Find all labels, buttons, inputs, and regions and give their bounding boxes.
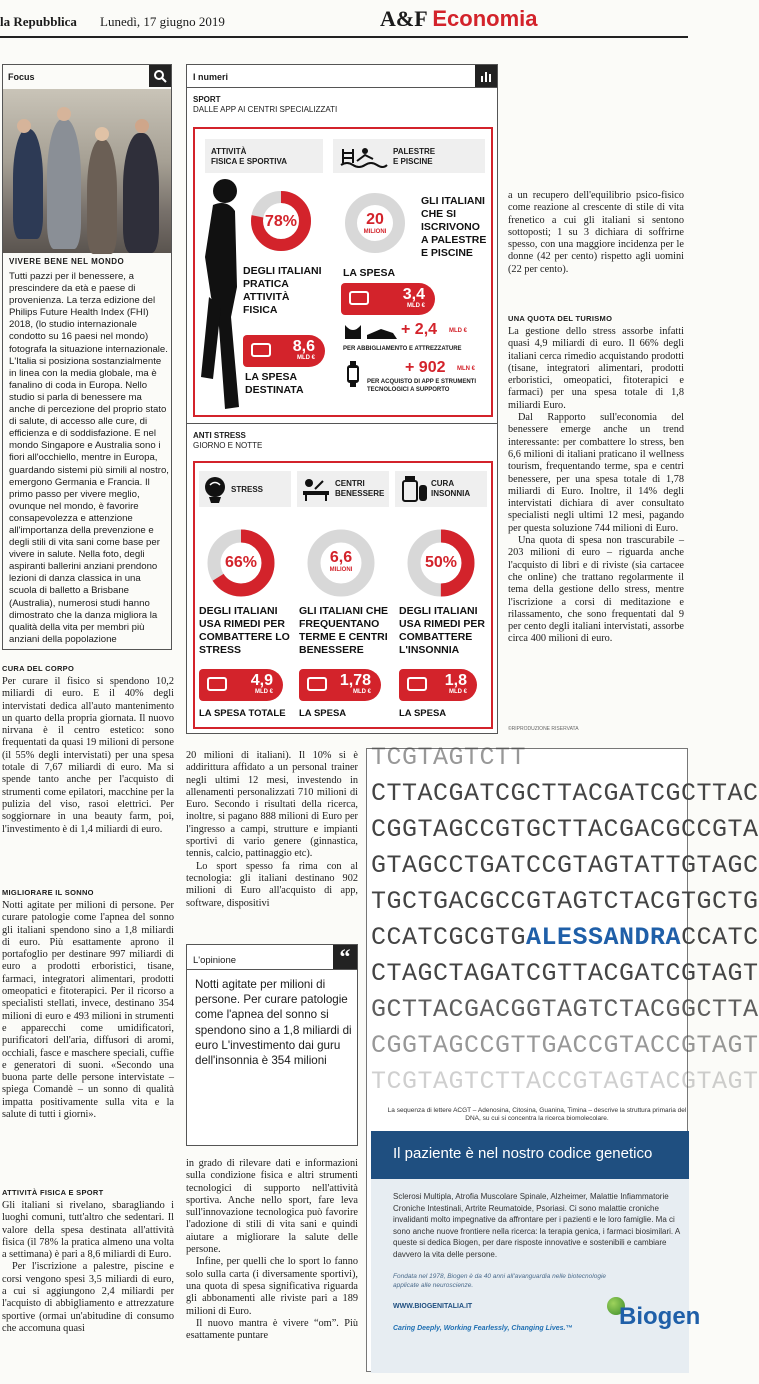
ad-tagline: Caring Deeply, Working Fearlessly, Changing Lives.™	[393, 1325, 573, 1332]
opinion-box	[186, 944, 358, 1146]
palestre-amount: 3,4	[402, 286, 425, 303]
article-paragraph: Per l'iscrizione a palestre, piscine e corsi vengono spesi 3,5 miliardi di euro, a cui si aggiungono 2,4 miliardi per l'acquisto di abbigliamento e attrezzature sportive (ormai un'abitudine di consumo che accomuna quasi	[2, 1261, 174, 1334]
antistress-title: ANTI STRESS	[193, 431, 246, 440]
article-paragraph: Gli italiani si rivelano, sbaragliando i luoghi comuni, tutt'altro che sedentari. Il valore della spesa destinata all'attività fisica (il 78% la pratica almeno una volta a settimana) è pari a 8,6 miliardi di Euro.	[2, 1200, 174, 1261]
sport-subtitle: DALLE APP AI CENTRI SPECIALIZZATI	[193, 105, 338, 114]
sport-title: SPORT	[193, 95, 221, 104]
insonnia-caption: DEGLI ITALIANI USA RIMEDI PER COMBATTERE L'INSONNIA	[399, 605, 485, 656]
centri-amount-pill	[299, 669, 381, 701]
insonnia-amount-pill	[399, 669, 477, 701]
focus-text: Tutti pazzi per il benessere, a prescindere da età e paese di provenienza. La terza edizione del Philips Future Health Index (FHI) 2018, (lo studio internazionale condotto su 16 paesi nel mondo) fotografa la situazione internazionale. L'Italia si posiziona sostanzialmente in linea con la media globale, ma è fanalino di coda in Europa. Nello studio si parla di benessere ma anche di percezione del proprio stato di salute, di accesso alle cure, di efficienza e di soddisfazione. E nel mondo Singapore e Australia sono i fiori all'occhiello, mentre in Europa, guardando sistemi più simili al nostro, emergono Germania e Francia. Il primo passo per vivere meglio, ovunque nel mondo, è favorire consapevolezza e attenzione all'importanza della prevenzione e degli stili di vita sani come base per vivere in salute. Nella foto, degli aspiranti ballerini anziani prendono lezioni di danza classica in una scuola di balletto a Brisbane (Australia), numerosi studi hanno dimostrato che la danza migliora la qualità della vita per membri più anziani della popolazione	[9, 271, 169, 645]
numbers-title: I numeri	[193, 72, 229, 82]
copyright-note: ©RIPRODUZIONE RISERVATA	[508, 726, 579, 732]
opinion-text: Notti agitate per milioni di persone. Per curare patologie come l'apnea del sonno si spendono sino a 1,8 miliardi di euro L'investimento dai guru dell'insonnia è 354 milioni	[195, 978, 352, 1068]
stress-amount-label: LA SPESA TOTALE	[199, 708, 286, 719]
dna-line: CTTACGATCGCTTACGATCGCTTAC	[371, 779, 759, 808]
newspaper-name: la Repubblica	[0, 14, 77, 29]
centri-caption: GLI ITALIANI CHE FREQUENTANO TERME E CENTRI BENESSERE	[299, 605, 389, 656]
page-date: Lunedì, 17 giugno 2019	[100, 14, 225, 29]
ad-founded-note: Fondata nel 1978, Biogen è da 40 anni all'avanguardia nelle biotecnologie applicate alle neuroscienze.	[393, 1273, 607, 1289]
focus-title: Focus	[8, 72, 35, 82]
insonnia-label-1: CURA	[431, 479, 455, 488]
biogen-advertisement[interactable]	[366, 743, 759, 1372]
article-subhead: MIGLIORARE IL SONNO	[2, 888, 94, 897]
insonnia-pct: 50%	[424, 554, 458, 571]
opinion-title: L'opinione	[193, 955, 237, 966]
centri-unit: MLD €	[353, 689, 371, 695]
smartwatch-icon	[345, 361, 361, 387]
stress-caption: DEGLI ITALIANI USA RIMEDI PER COMBATTERE LO STRESS	[199, 605, 290, 656]
article-subhead: ATTIVITÀ FISICA E SPORT	[2, 1188, 104, 1197]
palestre-label-1: PALESTRE	[393, 147, 436, 156]
dna-line: CGGTAGCCGTGCTTACGACGCCGTA	[371, 815, 759, 844]
article-paragraph: Una quota di spesa non trascurabile – 203 milioni di euro – riguarda anche l'acquisto di libri e di riviste (sia cartacee che online) che trattano regolarmente il tema della gestione dello stress, mentre l'iscrizione a corsi di meditazione e rilassamento, che sono frequentati dal 9 per cento degli italiani intervistati, assorbe circa 400 milioni di euro.	[508, 535, 684, 645]
attivita-unit: MLD €	[297, 355, 315, 361]
attivita-pct: 78%	[264, 213, 298, 230]
article-paragraph: Per curare il fisico si spendono 10,2 miliardi di euro. E il 40% degli intervistati dedica all'auto mantenimento un quarto della propria giornata. Il nuovo nirvana è il centro estetico: sono frequentati da quasi 19 milioni di persone (il 55% degli intervistati) per una spesa totale di 7,67 miliardi di euro. Ma si spende tanto anche per l'acquisto di strumenti come epilatori, macchine per la pulizia del viso, rasoi elettrici. Per soggiornare in una beauty farm, poi, l'investimento è di 1,4 miliardi di euro.	[2, 676, 174, 835]
dna-line: TGCTGACGCCGTAGTCTACGTGCTG	[371, 887, 759, 916]
centri-label-2: BENESSERE	[335, 489, 385, 498]
coins-icon	[307, 677, 327, 691]
section-name: Economia	[432, 6, 538, 31]
swimming-pool-icon	[339, 143, 387, 169]
ad-body-text: Sclerosi Multipla, Atrofia Muscolare Spinale, Alzheimer, Malattie Infiammatorie Croniche Intestinali, Artrite Reumatoide, Psoriasi. Ci sono malattie croniche invalidanti molto impegnative da affrontare per i pazienti e le loro famiglie. Ma ci sono anche nuove frontiere nella ricerca: la terapia genica, i farmaci biosimilari. A queste si dedica Biogen, per dare risposte innovative e sostenibili e cambiare davvero la vita delle persone.	[393, 1192, 680, 1259]
article-subhead: CURA DEL CORPO	[2, 664, 75, 673]
dna-line: TCGTAGTCTTACCGTAGTACGTAGT	[371, 1067, 759, 1096]
palestre-app-label: PER ACQUISTO DI APP E STRUMENTI TECNOLOGICI A SUPPORTO	[367, 379, 477, 393]
article-column-left-3	[2, 1200, 174, 1335]
attivita-caption: DEGLI ITALIANI PRATICA ATTIVITÀ FISICA	[243, 265, 322, 316]
focus-box	[2, 64, 172, 650]
dna-line: TCGTAGTCTT	[371, 743, 527, 772]
quote-icon: “	[333, 945, 357, 969]
attivita-amount: 8,6	[292, 338, 315, 355]
palestre-caption: GLI ITALIANI CHE SI ISCRIVONO A PALESTRE E PISCINE	[421, 195, 487, 259]
centri-number-unit: MILIONI	[329, 567, 353, 573]
article-paragraph: Il nuovo mantra è vivere “om”. Più esattamente puntare	[186, 1317, 358, 1342]
dna-line: GTAGCCTGATCCGTAGTATTGTAGC	[371, 851, 759, 880]
dancers-photo	[3, 89, 171, 253]
coins-icon	[207, 677, 227, 691]
palestre-unit: MLD €	[407, 303, 425, 309]
palestre-app-unit: MLN €	[457, 366, 475, 372]
insonnia-amount-label: LA SPESA	[399, 708, 447, 719]
dna-line-highlight	[371, 923, 759, 952]
massage-icon	[301, 477, 331, 501]
centri-amount: 1,78	[339, 672, 371, 689]
page-header	[0, 0, 688, 40]
article-paragraph: a un recupero dell'equilibrio psico-fisico come reazione al crescente di stile di vita frenetico a cui gli italiani si sentono sottoposti; 1 su 3 dichiara di soffrirne spesso, con una maggiore incidenza per le donne (42 per cento) rispetto agli uomini (22 per cento).	[508, 190, 684, 275]
insonnia-unit: MLD €	[449, 689, 467, 695]
article-column-left-1	[2, 676, 174, 836]
dna-line: GCTTACGACGGTAGTCTACGGCTTA	[371, 995, 759, 1024]
stress-unit: MLD €	[255, 689, 273, 695]
palestre-extra-unit: MLD €	[449, 328, 467, 334]
article-paragraph: Dal Rapporto sull'economia del benessere emerge anche un trend interessante: per combattere lo stress, ben 6,6 milioni di italiani praticano il wellness tourism, frequentando terme, spa e centri benessere, per una spesa totale di 1,78 miliardi di Euro. Inoltre, il 14% degli intervistati dichiara di aver consultato specialisti negli ultimi 12 mesi, pagando per questa soluzione 744 milioni di Euro.	[508, 412, 684, 534]
antistress-subtitle: GIORNO E NOTTE	[193, 441, 263, 450]
palestre-number-unit: MILIONI	[363, 229, 387, 235]
ad-headline-band	[371, 1131, 689, 1179]
attivita-amount-pill	[243, 335, 325, 367]
article-column-mid-2	[186, 1158, 358, 1342]
runner-silhouette-icon	[195, 177, 245, 417]
article-column-left-2	[2, 900, 174, 1121]
article-paragraph: Lo sport spesso fa rima con al tecnologia: gli italiani destinano 902 milioni di Euro all'acquisto di app, software, dispositivi	[186, 860, 358, 909]
article-paragraph: 20 milioni di italiani). Il 10% si è addirittura affidato a un personal trainer negli ultimi 12 mesi, investendo in allenamenti personalizzati 710 milioni di Euro. Secondo i risultati della ricerca, inoltre, si pagano 888 milioni di Euro per l'ingresso a campi, strutture e impianti sportivi di vario genere (ginnastica, tennis, calcio, pattinaggio etc).	[186, 750, 358, 860]
biogen-logo: Biogen	[619, 1303, 701, 1330]
palestre-spesa-label: LA SPESA	[343, 267, 396, 279]
stress-pct: 66%	[224, 554, 258, 571]
palestre-extra-label: PER ABBIGLIAMENTO E ATTREZZATURE	[343, 346, 462, 352]
article-paragraph: in grado di rilevare dati e informazioni sulla condizione fisica e altri strumenti tecnologici di supporto nell'attività sportiva. Anche nello sport, fare leva sull'innovazione tecnologica può favorire l'adozione di stili di vita sani e quindi aiutare a migliorare la salute delle persone.	[186, 1158, 358, 1256]
article-column-right-2	[508, 326, 684, 646]
centri-amount-label: LA SPESA	[299, 708, 347, 719]
dna-line: CTAGCTAGATCGTTACGATCGTAGT	[371, 959, 759, 988]
ad-website-link[interactable]: WWW.BIOGENITALIA.IT	[393, 1303, 473, 1310]
stressed-head-icon	[203, 475, 227, 503]
article-column-mid-1	[186, 750, 358, 910]
palestre-extra-amount: + 2,4	[401, 321, 438, 338]
section-title	[380, 6, 537, 32]
attivita-label-1: ATTIVITÀ	[211, 147, 247, 156]
article-paragraph: Infine, per quelli che lo sport lo fanno solo sulla carta (i diversamente sportivi), una quota di spesa significativa riguarda gli abbonamenti alle riviste pari a 189 milioni di Euro.	[186, 1256, 358, 1317]
stress-amount: 4,9	[250, 672, 273, 689]
sport-gear-icon	[343, 321, 399, 341]
coins-icon	[349, 291, 369, 305]
numbers-infographic	[186, 64, 498, 734]
attivita-label-2: FISICA E SPORTIVA	[211, 157, 288, 166]
ad-headline: Il paziente è nel nostro codice genetico	[393, 1145, 653, 1162]
dna-highlight-name: ALESSANDRA	[526, 923, 682, 952]
bar-chart-icon	[475, 65, 497, 87]
coins-icon	[407, 677, 427, 691]
palestre-amount-pill	[341, 283, 435, 315]
dna-sequence-art	[367, 743, 759, 1131]
ad-caption: La sequenza di lettere ACGT – Adenosina, Citosina, Guanina, Timina – descrive la struttura primaria del DNA, su cui si concentra la ricerca biomolecolare.	[387, 1107, 687, 1122]
article-paragraph: La gestione dello stress assorbe infatti quasi 4,9 miliardi di euro. Il 66% degli italiani cerca rimedio acquistando prodotti (tisane, integratori alimentari, prodotti erboristici, omeopatici, fitoterapici e farmaci) per una spesa totale di 1,8 miliardi Euro.	[508, 326, 684, 411]
stress-amount-pill	[199, 669, 283, 701]
article-subhead: UNA QUOTA DEL TURISMO	[508, 314, 613, 323]
section-logo: A&F	[380, 6, 427, 31]
attivita-amount-label: LA SPESA DESTINATA	[245, 371, 304, 396]
palestre-label-2: E PISCINE	[393, 157, 433, 166]
article-column-right	[508, 190, 684, 276]
palestre-app-amount: + 902	[405, 359, 446, 376]
insonnia-label-2: INSONNIA	[431, 489, 471, 498]
dna-line: CCATCGCGTGALESSANDRACCATC	[371, 923, 759, 952]
coins-icon	[251, 343, 271, 357]
insonnia-amount: 1,8	[444, 672, 467, 689]
centri-number: 6,6	[329, 549, 353, 566]
palestre-number: 20	[366, 211, 384, 228]
article-paragraph: Notti agitate per milioni di persone. Per curare patologie come l'apnea del sonno gli italiani spendono sino a 1,8 miliardi di euro. Più esattamente aprono il portafoglio per destinare 997 miliardi di euro a prodotti erboristici, tisane, farmaci, integratori alimentari, prodotti omeopatici e fitoterapici. Per il ricorso a specialisti stellati, invece, destinano 354 milioni di euro e 493 milioni in strumenti e apparecchi come umidificatori, purificatori dell'aria, diffusori di aromi, occhiali, fasce e maschere speciali, cuffie e generatori di suoni. «Secondo una buona parte delle persone intervistate – spiega Comandè – un sonno di qualità impatta positivamente sulla vita e la salute di tutti i giorni».	[2, 900, 174, 1121]
stress-label: STRESS	[231, 485, 264, 494]
centri-label-1: CENTRI	[335, 479, 365, 488]
medicine-bottle-icon	[399, 475, 429, 503]
search-icon	[149, 65, 171, 87]
dna-line: CGGTAGCCGTTGACCGTACCGTAGT	[371, 1031, 759, 1060]
ad-body-panel	[371, 1179, 701, 1373]
focus-headline: VIVERE BENE NEL MONDO	[9, 257, 125, 266]
